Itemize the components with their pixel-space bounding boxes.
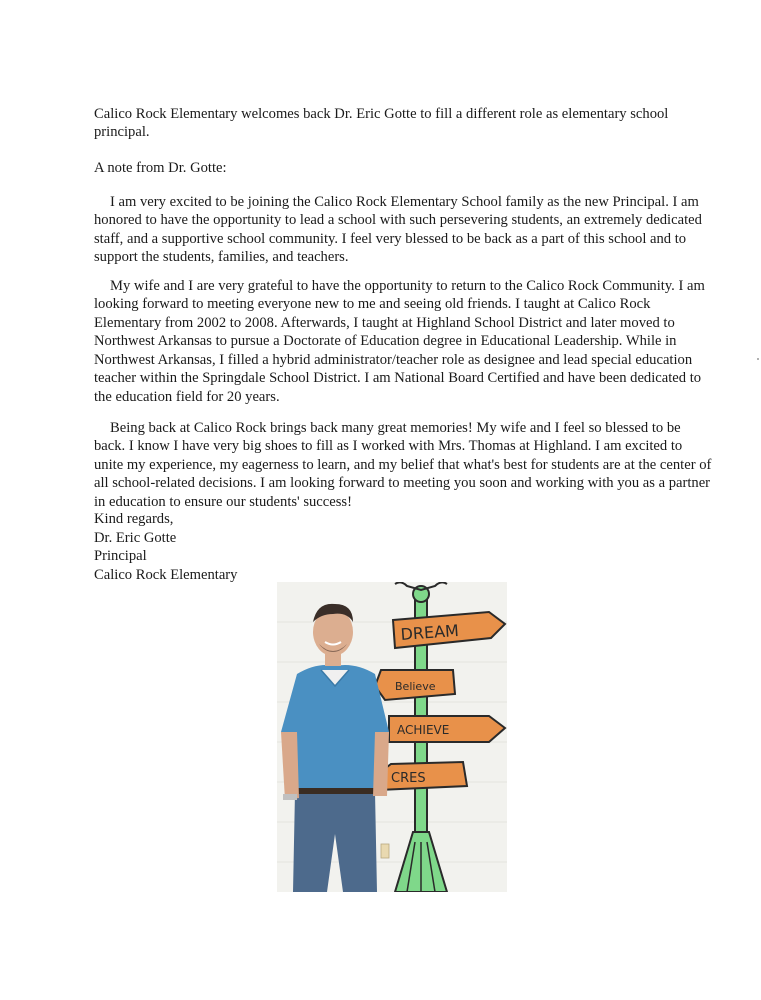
signer-name: Dr. Eric Gotte — [94, 529, 177, 546]
letter-paragraph-3: Being back at Calico Rock brings back many great memories! My wife and I feel so blessed to be back. I know I have very big shoes to fill as I worked with Mrs. Thomas at Highland. I am excited to unite my experience, my eagerness to learn, and my belief that what's best for students are at the center of all school-related decisions. I am looking forward to meeting you soon and working with you as a partner in education to ensure our students' success! — [94, 419, 712, 510]
sign-cres: CRES — [391, 771, 426, 786]
principal-photo — [277, 582, 507, 892]
sign-achieve: ACHIEVE — [397, 723, 450, 737]
intro-paragraph: Calico Rock Elementary welcomes back Dr. Eric Gotte to fill a different role as elementary school principal. — [94, 105, 669, 141]
note-heading: A note from Dr. Gotte: — [94, 159, 227, 176]
scan-speck — [757, 358, 759, 360]
sign-dream: DREAM — [399, 620, 460, 644]
letter-paragraph-1: I am very excited to be joining the Calico Rock Elementary School family as the new Principal. I am honored to have the opportunity to lead a school with such persevering students, an extremely dedicated staff, and a supportive school community. I feel very blessed to be back as a part of this school and to support the students, families, and teachers. — [94, 193, 702, 266]
signer-title: Principal — [94, 548, 147, 564]
sign-believe: Believe — [395, 680, 436, 693]
signature-block — [94, 510, 714, 584]
closing-line: Kind regards, — [94, 511, 174, 527]
letter-paragraph-2: My wife and I are very grateful to have the opportunity to return to the Calico Rock Community. I am looking forward to meeting everyone new to me and seeing old friends. I taught at Calico Rock Elementary from 2002 to 2008. Afterwards, I taught at Highland School District and later moved to Northwest Arkansas to pursue a Doctorate of Education degree in Educational Leadership. While in Northwest Arkansas, I filled a hybrid administrator/teacher role as designee and lead special education teacher within the Springdale School District. I am National Board Certified and have been dedicated to the education field for 20 years. — [94, 277, 705, 405]
signer-school: Calico Rock Elementary — [94, 566, 238, 583]
